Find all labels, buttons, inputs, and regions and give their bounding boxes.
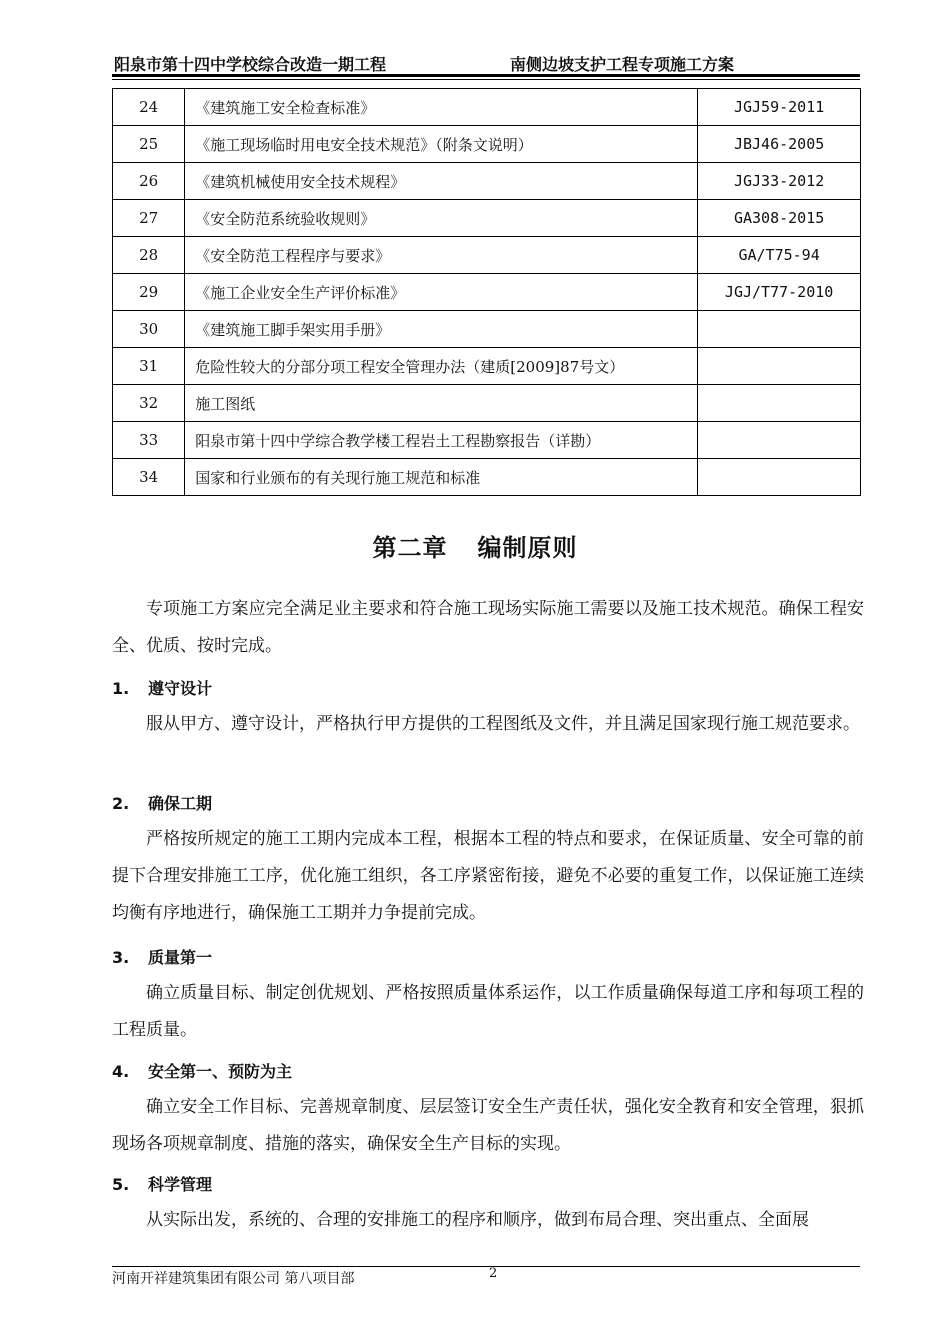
ref-code [698,311,861,348]
header-rule-thin [112,79,860,80]
ref-title: 施工图纸 [185,385,698,422]
ref-code: JBJ46-2005 [698,126,861,163]
ref-title: 《建筑机械使用安全技术规程》 [185,163,698,200]
ref-title: 《安全防范工程程序与要求》 [185,237,698,274]
section-heading [112,791,212,814]
table-row [113,89,861,126]
section-number: 5. [112,1175,130,1194]
ref-title: 阳泉市第十四中学综合教学楼工程岩土工程勘察报告（详勘） [185,422,698,459]
ref-title: 《施工现场临时用电安全技术规范》（附条文说明） [185,126,698,163]
ref-code [698,422,861,459]
ref-title: 危险性较大的分部分项工程安全管理办法（建质[2009]87号文） [185,348,698,385]
ref-code: GA308-2015 [698,200,861,237]
ref-number: 34 [113,459,185,496]
ref-code: JGJ33-2012 [698,163,861,200]
header-document-title: 南侧边坡支护工程专项施工方案 [510,55,735,74]
table-row [113,163,861,200]
footer-company: 河南开祥建筑集团有限公司 第八项目部 [112,1271,355,1287]
table-row [113,237,861,274]
ref-code: JGJ/T77-2010 [698,274,861,311]
ref-code [698,348,861,385]
section-title: 安全第一、预防为主 [148,1062,293,1081]
section-number: 4. [112,1062,130,1081]
ref-title: 《建筑施工安全检查标准》 [185,89,698,126]
table-row [113,459,861,496]
section-heading [112,945,212,968]
ref-code: GA/T75-94 [698,237,861,274]
table-row [113,200,861,237]
section-paragraph: 确立质量目标、制定创优规划、严格按照质量体系运作，以工作质量确保每道工序和每项工程的工程质量。 [112,983,864,1040]
page-header [112,50,860,74]
ref-number: 28 [113,237,185,274]
ref-number: 27 [113,200,185,237]
chapter-title: 编制原则 [477,534,578,562]
section-title: 确保工期 [148,794,213,813]
section-paragraph: 从实际出发，系统的、合理的安排施工的程序和顺序，做到布局合理、突出重点、全面展 [146,1210,809,1230]
section-title: 质量第一 [148,948,213,967]
ref-number: 24 [113,89,185,126]
section-heading [112,676,212,699]
section-heading [112,1172,212,1195]
table-row [113,385,861,422]
section-number: 1. [112,679,130,698]
ref-number: 30 [113,311,185,348]
ref-title: 《施工企业安全生产评价标准》 [185,274,698,311]
chapter-heading [0,528,950,563]
section-paragraph: 严格按所规定的施工工期内完成本工程，根据本工程的特点和要求，在保证质量、安全可靠的前提下合理安排施工工序，优化施工组织，各工序紧密衔接，避免不必要的重复工作，以保证施工连续均衡有序地进行，确保施工工期并力争提前完成。 [112,829,864,923]
table-row [113,274,861,311]
ref-number: 25 [113,126,185,163]
section-number: 3. [112,948,130,967]
ref-code: JGJ59-2011 [698,89,861,126]
references-table [112,88,861,496]
header-project-title: 阳泉市第十四中学校综合改造一期工程 [114,55,387,74]
table-row [113,126,861,163]
ref-code [698,385,861,422]
section-paragraph: 服从甲方、遵守设计，严格执行甲方提供的工程图纸及文件，并且满足国家现行施工规范要求。 [146,714,860,734]
table-row [113,348,861,385]
table-row [113,311,861,348]
ref-title: 国家和行业颁布的有关现行施工规范和标准 [185,459,698,496]
ref-number: 33 [113,422,185,459]
section-paragraph: 确立安全工作目标、完善规章制度、层层签订安全生产责任状，强化安全教育和安全管理，狠抓现场各项规章制度、措施的落实，确保安全生产目标的实现。 [112,1097,864,1154]
ref-title: 《安全防范系统验收规则》 [185,200,698,237]
ref-number: 29 [113,274,185,311]
section-heading [112,1059,292,1082]
section-number: 2. [112,794,130,813]
intro-paragraph: 专项施工方案应完全满足业主要求和符合施工现场实际施工需要以及施工技术规范。确保工程安全、优质、按时完成。 [112,599,864,656]
ref-title: 《建筑施工脚手架实用手册》 [185,311,698,348]
chapter-label: 第二章 [372,534,448,562]
ref-number: 31 [113,348,185,385]
ref-code [698,459,861,496]
ref-number: 32 [113,385,185,422]
section-title: 科学管理 [148,1175,213,1194]
table-row [113,422,861,459]
ref-number: 26 [113,163,185,200]
page-number: 2 [489,1266,498,1281]
header-rule-thick [112,74,860,77]
footer-rule [112,1266,860,1267]
section-title: 遵守设计 [148,679,213,698]
